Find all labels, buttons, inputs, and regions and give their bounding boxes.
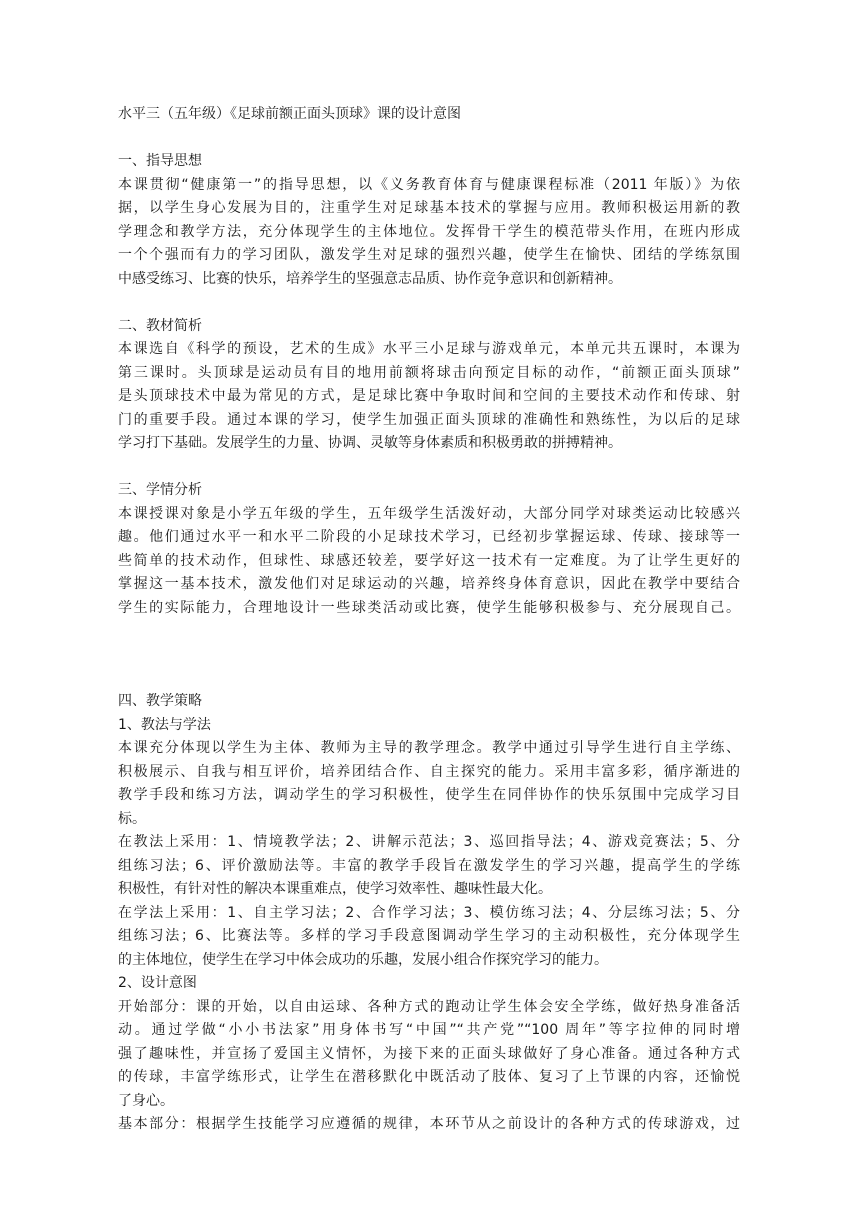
paragraph-line: 本课贯彻“健康第一”的指导思想，以《义务教育体育与健康课程标准（2011 年版）》为依 [118, 176, 740, 193]
paragraph-line: 的传球，丰富学练形式，让学生在潜移默化中既活动了肢体、复习了上节课的内容，还愉悦 [118, 1069, 740, 1085]
paragraph-line: 是头顶球技术中最为常见的方式，是足球比赛中争取时间和空间的主要技术动作和传球、射 [118, 388, 740, 404]
paragraph-line: 一个个强而有力的学习团队，激发学生对足球的强烈兴趣，使学生在愉快、团结的学练氛围 [118, 247, 740, 263]
paragraph-line: 标。 [118, 810, 146, 827]
paragraph-line: 趣。他们通过水平一和水平二阶段的小足球技术学习，已经初步掌握运球、传球、接球等一 [118, 529, 740, 545]
paragraph-line: 门的重要手段。通过本课的学习，使学生加强正面头顶球的准确性和熟练性，为以后的足球 [118, 411, 740, 428]
paragraph-line: 中感受练习、比赛的快乐，培养学生的坚强意志品质、协作竞争意识和创新精神。 [118, 270, 622, 287]
paragraph-line: 掌握这一基本技术，激发他们对足球运动的兴趣，培养终身体育意识，因此在教学中要结合 [118, 576, 740, 592]
paragraph-line: 本课授课对象是小学五年级的学生，五年级学生活泼好动，大部分同学对球类运动比较感兴 [118, 505, 740, 522]
paragraph-line: 强了趣味性，并宣扬了爱国主义情怀，为接下来的正面头球做好了身心准备。通过各种方式 [118, 1045, 740, 1062]
paragraph-line: 据，以学生身心发展为目的，注重学生对足球基本技术的掌握与应用。教师积极运用新的教 [118, 200, 740, 216]
section-heading-material-analysis: 二、教材简析 [118, 317, 202, 334]
paragraph-line: 第三课时。头顶球是运动员有目的地用前额将球击向预定目标的动作，“前额正面头顶球” [118, 364, 740, 381]
paragraph-line: 学习打下基础。发展学生的力量、协调、灵敏等身体素质和积极勇敢的拼搏精神。 [118, 435, 622, 451]
paragraph-line: 了身心。 [118, 1092, 174, 1109]
paragraph-line: 在教法上采用：1、情境教学法；2、讲解示范法；3、巡回指导法；4、游戏竞赛法；5、分 [118, 834, 740, 850]
paragraph-line: 的主体地位，使学生在学习中体会成功的乐趣，发展小组合作探究学习的能力。 [118, 951, 608, 968]
section-heading-guiding-ideology: 一、指导思想 [118, 153, 202, 169]
paragraph-line: 组练习法；6、比赛法等。多样的学习手段意图调动学生学习的主动积极性，充分体现学生 [118, 928, 740, 944]
paragraph-line: 教学手段和练习方法，调动学生的学习积极性，使学生在同伴协作的快乐氛围中完成学习目 [118, 787, 740, 803]
paragraph-line: 开始部分：课的开始，以自由运球、各种方式的跑动让学生体会安全学练，做好热身准备活 [118, 998, 740, 1015]
paragraph-line: 学生的实际能力，合理地设计一些球类活动或比赛，使学生能够积极参与、充分展现自己。 [118, 599, 740, 616]
paragraph-line: 学理念和教学方法，充分体现学生的主体地位。发挥骨干学生的模范带头作用，在班内形成 [118, 223, 740, 240]
document-title: 水平三（五年级）《足球前额正面头顶球》课的设计意图 [118, 106, 461, 122]
subsection-heading-methods: 1、教法与学法 [118, 716, 211, 733]
paragraph-line: 动。通过学做“小小书法家”用身体书写“中国”“共产党”“100 周年”等字拉伸的同时增 [118, 1022, 740, 1038]
paragraph-line: 积极展示、自我与相互评价，培养团结合作、自主探究的能力。采用丰富多彩，循序渐进的 [118, 763, 740, 780]
paragraph-line: 在学法上采用：1、自主学习法；2、合作学习法；3、模仿练习法；4、分层练习法；5、分 [118, 904, 740, 921]
subsection-heading-design-intent: 2、设计意图 [118, 975, 197, 991]
paragraph-line: 基本部分：根据学生技能学习应遵循的规律，本环节从之前设计的各种方式的传球游戏，过 [118, 1116, 740, 1132]
paragraph-line: 积极性，有针对性的解决本课重难点，使学习效率性、趣味性最大化。 [118, 881, 552, 897]
paragraph-line: 本课选自《科学的预设，艺术的生成》水平三小足球与游戏单元，本单元共五课时，本课为 [118, 341, 740, 357]
section-heading-learner-analysis: 三、学情分析 [118, 482, 202, 498]
paragraph-line: 本课充分体现以学生为主体、教师为主导的教学理念。教学中通过引导学生进行自主学练、 [118, 740, 740, 756]
paragraph-line: 些简单的技术动作，但球性、球感还较差，要学好这一技术有一定难度。为了让学生更好的 [118, 552, 740, 569]
paragraph-line: 组练习法；6、评价激励法等。丰富的教学手段旨在激发学生的学习兴趣，提高学生的学练 [118, 857, 740, 874]
document-page [118, 103, 740, 1137]
section-heading-teaching-strategy: 四、教学策略 [118, 693, 202, 709]
